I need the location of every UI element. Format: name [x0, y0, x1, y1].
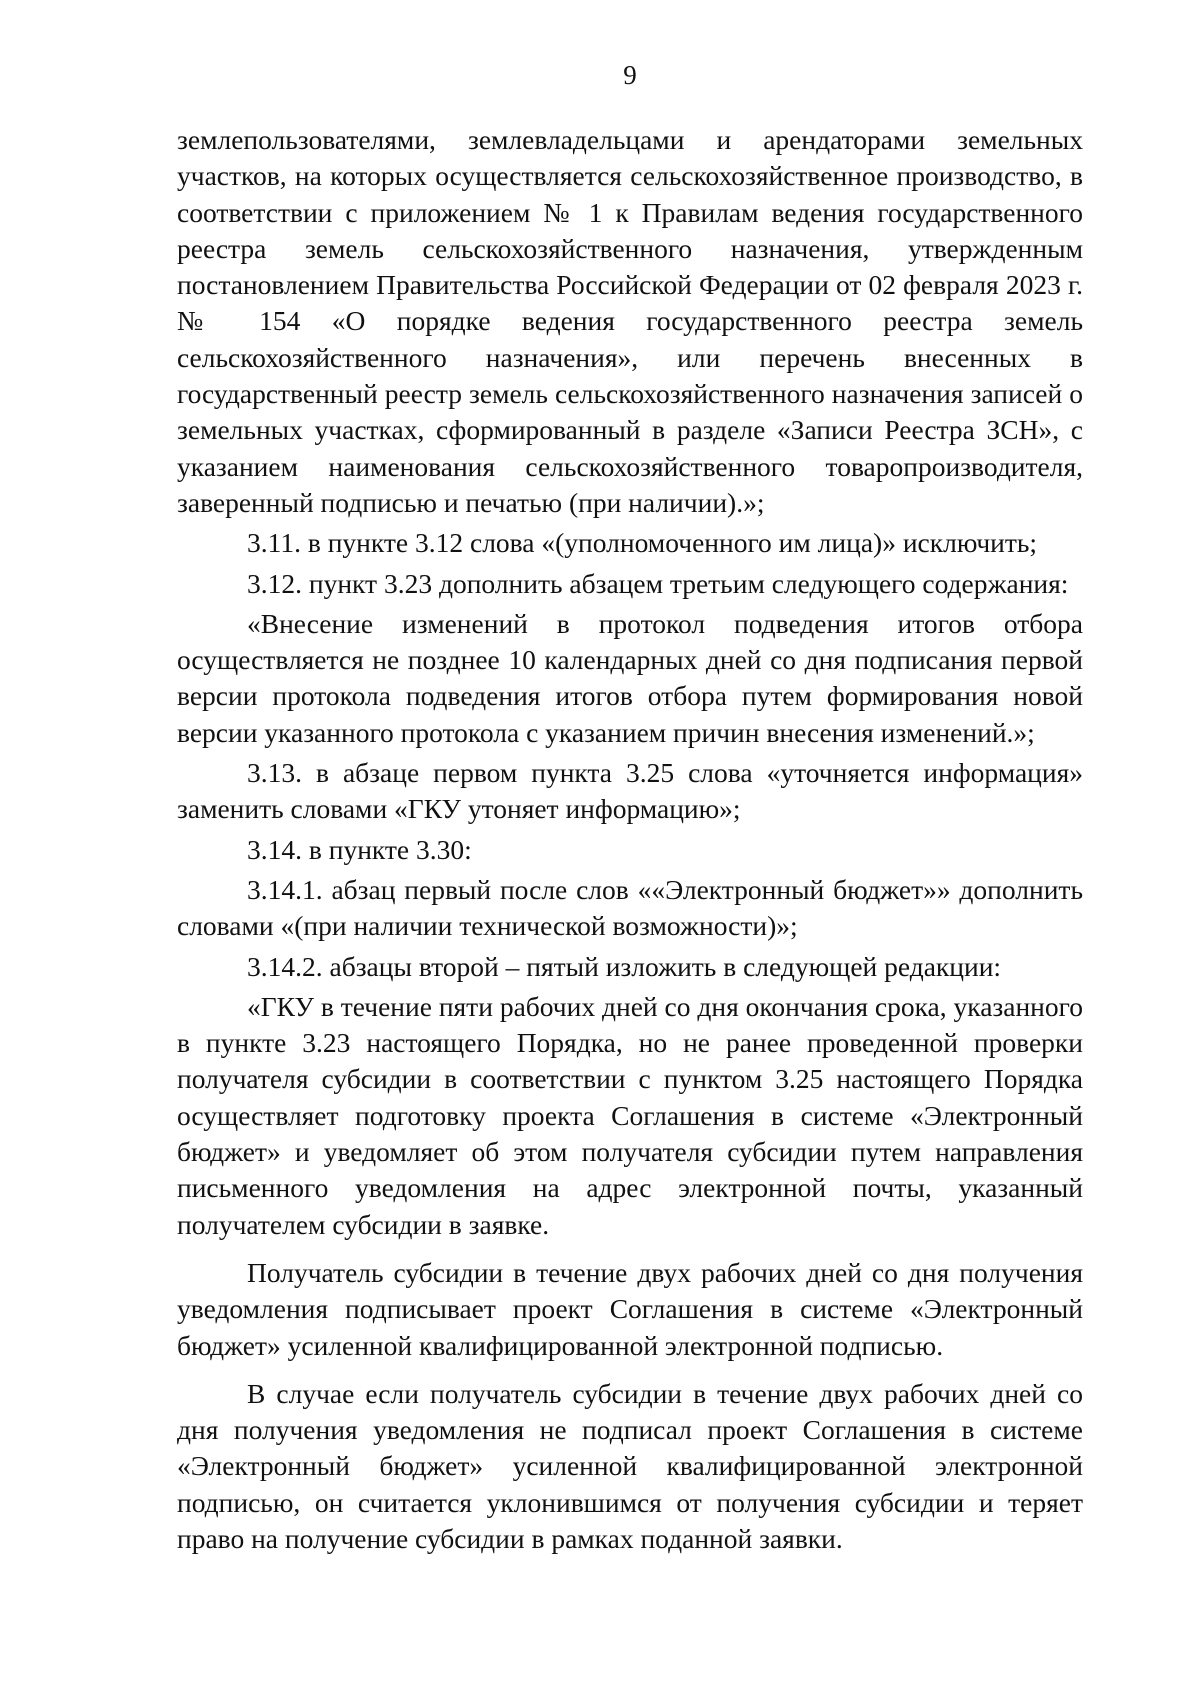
paragraph-3-13: 3.13. в абзаце первом пункта 3.25 слова «уточняется информация» заменить словами «ГКУ утоняет информацию»;: [177, 757, 1083, 825]
paragraph-quote-protocol: «Внесение изменений в протокол подведения итогов отбора осуществляется не позднее 10 календарных дней со дня подписания первой версии протокола подведения итогов отбора путем формирования новой версии указанного протокола с указанием причин внесения изменений.»;: [177, 607, 1083, 748]
paragraph-quote-gku: «ГКУ в течение пяти рабочих дней со дня окончания срока, указанного в пункте 3.23 настоящего Порядка, но не ранее проведенной проверки получателя субсидии в соответствии с пунктом 3.25 настоящего Порядка осуществляет подготовку проекта Соглашения в системе «Электронный бюджет» и уведомляет об этом получателя субсидии путем направления письменного уведомления на адрес электронной почты, указанный получателем субсидии в заявке.: [177, 990, 1083, 1240]
paragraph-recipient-signs: Получатель субсидии в течение двух рабочих дней со дня получения уведомления подписывает проект Соглашения в системе «Электронный бюджет» усиленной квалифицированной электронной подписью.: [177, 1256, 1083, 1361]
paragraph-3-14-2: 3.14.2. абзацы второй – пятый изложить в следующей редакции:: [247, 950, 1002, 982]
paragraph-3-14-1: 3.14.1. абзац первый после слов ««Электронный бюджет»» дополнить словами «(при наличии технической возможности)»;: [177, 873, 1083, 942]
paragraph-3-14: 3.14. в пункте 3.30:: [247, 833, 472, 865]
paragraph-recipient-declines: В случае если получатель субсидии в течение двух рабочих дней со дня получения уведомления не подписал проект Соглашения в системе «Электронный бюджет» усиленной квалифицированной электронной подписью, он считается уклонившимся от получения субсидии и теряет право на получение субсидии в рамках поданной заявки.: [177, 1377, 1083, 1554]
paragraph-3-12: 3.12. пункт 3.23 дополнить абзацем третьим следующего содержания:: [247, 567, 1069, 599]
document-body: [177, 122, 1083, 1557]
paragraph-3-11: 3.11. в пункте 3.12 слова «(уполномоченного им лица)» исключить;: [247, 527, 1038, 559]
page-number: 9: [623, 60, 637, 90]
paragraph-continuation: землепользователями, землевладельцами и арендаторами земельных участков, на которых осуществляется сельскохозяйственное производство, в соответствии с приложением № 1 к Правилам ведения государственного реестра земель сельскохозяйственного назначения, утвержденным постановлением Правительства Российской Федерации от 02 февраля 2023 г. № 154 «О порядке ведения государственного реестра земель сельскохозяйственного назначения», или перечень внесенных в государственный реестр земель сельскохозяйственного назначения записей о земельных участках, сформированный в разделе «Записи Реестра ЗСН», с указанием наименования сельскохозяйственного товаропроизводителя, заверенный подписью и печатью (при наличии).»;: [177, 124, 1083, 518]
